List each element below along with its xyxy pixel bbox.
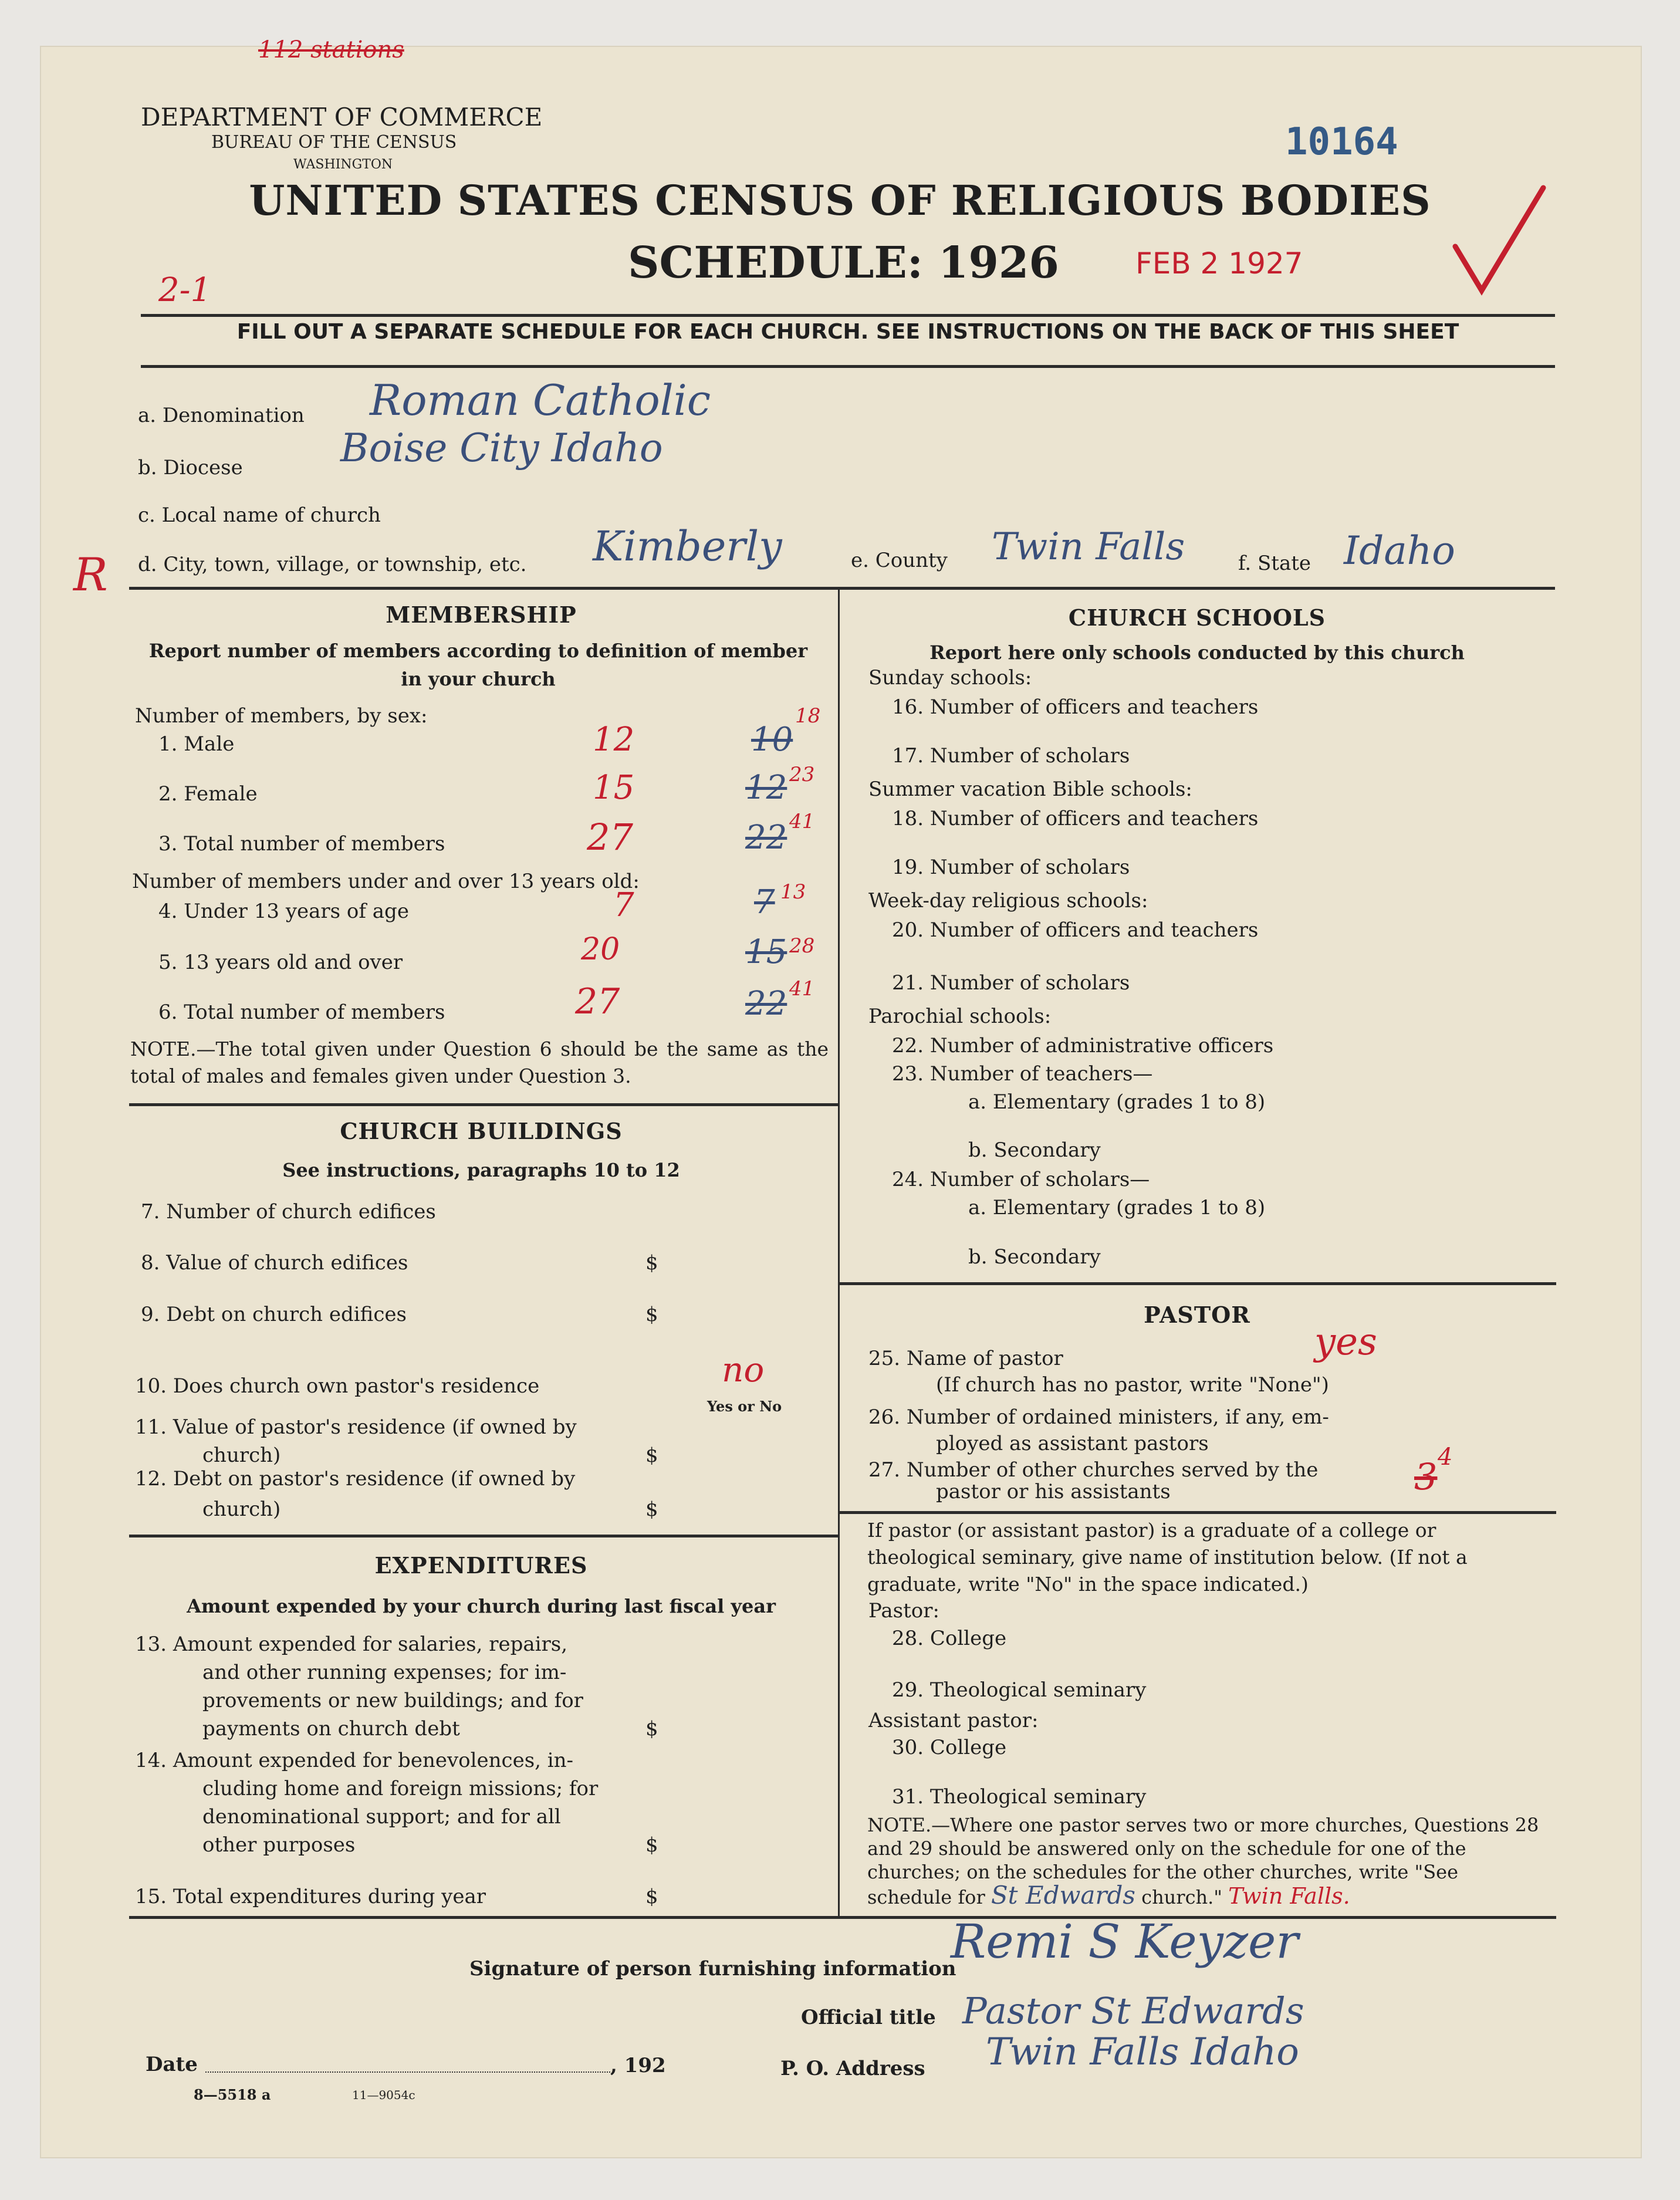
column-divider [838,587,840,1916]
benevolences-label-2: cluding home and foreign missions; for [202,1777,599,1800]
dollar-sign: $ [645,1498,658,1521]
see-schedule-red: Twin Falls. [1228,1883,1350,1909]
received-date-stamp: FEB 2 1927 [1135,246,1303,281]
checkmark-icon [1449,182,1549,299]
divider [839,1282,1556,1285]
running-expenses-label-2: and other running expenses; for im- [202,1661,567,1684]
city-town-value[interactable]: Kimberly [593,522,782,570]
r-mark: R [73,549,108,601]
over-13-original: 15 [745,933,787,971]
scholars-elementary-label: a. Elementary (grades 1 to 8) [968,1196,1266,1219]
denomination-label: a. Denomination [138,404,305,427]
residence-value-label: 11. Value of pastor's residence (if owned by [135,1415,577,1439]
department-label: DEPARTMENT OF COMMERCE [141,103,543,131]
form-number: 8—5518 a [194,2086,271,2103]
pastor-subheading: Pastor: [868,1599,939,1623]
parochial-scholars-label: 24. Number of scholars— [892,1168,1150,1191]
edifices-value-label: 8. Value of church edifices [141,1251,408,1275]
female-label: 2. Female [158,782,258,806]
residence-value-label-2: church) [202,1444,281,1467]
over-13-label: 5. 13 years old and over [158,951,403,974]
under-13-correction: 13 [780,880,806,904]
pastor-college-label: 28. College [892,1627,1007,1650]
under-13-original: 7 [754,883,775,921]
state-value[interactable]: Idaho [1344,528,1455,573]
city-label: WASHINGTON [293,157,393,172]
signature-value[interactable]: Remi S Keyzer [951,1914,1299,1969]
total-members-original: 22 [745,819,787,857]
form-title: UNITED STATES CENSUS OF RELIGIOUS BODIES [249,176,1431,225]
po-address-value[interactable]: Twin Falls Idaho [986,2030,1299,2074]
weekday-officers-label: 20. Number of officers and teachers [892,918,1259,942]
other-churches-label-2: pastor or his assistants [936,1480,1171,1503]
weekday-scholars-label: 21. Number of scholars [892,971,1130,995]
form-subtitle: SCHEDULE: 1926 [628,238,1059,288]
running-expenses-label-3: provements or new buildings; and for [202,1689,583,1712]
denomination-value[interactable]: Roman Catholic [370,376,711,425]
local-name-label: c. Local name of church [138,503,381,527]
total-age-correction: 41 [789,977,815,1001]
state-label: f. State [1238,552,1311,575]
pastor-name-value[interactable]: yes [1314,1320,1377,1364]
total-members-correction: 41 [789,810,815,833]
by-sex-label: Number of members, by sex: [135,704,428,728]
see-schedule-value[interactable]: St Edwards [991,1881,1135,1910]
male-correction: 18 [795,704,821,728]
vacation-scholars-label: 19. Number of scholars [892,856,1130,879]
male-value[interactable]: 12 [593,721,635,759]
assistant-seminary-label: 31. Theological seminary [892,1785,1147,1809]
male-label: 1. Male [158,732,235,756]
male-original: 10 [751,721,793,759]
over-13-value[interactable]: 20 [581,932,620,967]
assistant-pastors-label-2: ployed as assistant pastors [936,1432,1209,1455]
margin-mark: 2-1 [158,271,212,309]
total-age-original: 22 [745,985,787,1023]
buildings-heading: CHURCH BUILDINGS [340,1118,623,1144]
teachers-secondary-label: b. Secondary [968,1138,1101,1162]
edifices-count-label: 7. Number of church edifices [141,1200,436,1224]
under-13-value[interactable]: 7 [613,886,634,924]
sunday-scholars-label: 17. Number of scholars [892,744,1130,768]
serial-number: 10164 [1285,120,1398,164]
assistant-subheading: Assistant pastor: [868,1709,1039,1732]
vacation-schools-label: Summer vacation Bible schools: [868,778,1192,801]
over-13-correction: 28 [789,934,815,958]
under-13-label: 4. Under 13 years of age [158,900,409,923]
sunday-officers-label: 16. Number of officers and teachers [892,695,1259,719]
parochial-schools-label: Parochial schools: [868,1005,1052,1028]
other-churches-correction: 4 [1438,1444,1453,1471]
county-label: e. County [851,549,948,572]
female-correction: 23 [789,763,815,786]
total-age-value[interactable]: 27 [575,981,620,1022]
city-town-label: d. City, town, village, or township, etc. [138,553,527,576]
dollar-sign: $ [645,1444,658,1467]
scholars-secondary-label: b. Secondary [968,1245,1101,1269]
print-number: 11—9054c [352,2088,415,2102]
instruction-line: FILL OUT A SEPARATE SCHEDULE FOR EACH CHURCH. SEE INSTRUCTIONS ON THE BACK OF THIS SHEET [236,320,1459,344]
date-field[interactable] [205,2054,610,2073]
female-value[interactable]: 15 [593,769,635,807]
date-label: Date [146,2053,198,2076]
divider [141,314,1555,317]
benevolences-label-3: denominational support; and for all [202,1805,561,1829]
schools-intro: Report here only schools conducted by this church [929,641,1465,664]
dollar-sign: $ [645,1885,658,1908]
by-age-label: Number of members under and over 13 years old: [132,870,640,893]
struck-annotation: 112 stations [258,36,404,63]
membership-note: NOTE.—The total given under Question 6 should be the same as the total of males and females given under Question 3. [130,1038,829,1087]
pastor-note-text: NOTE.—Where one pastor serves two or more churches, Questions 28 and 29 should be answered only on the schedule for one of the churches; on the schedules for the other churches, write "See schedule for [867,1814,1539,1908]
divider [141,365,1555,368]
total-members-label: 3. Total number of members [158,832,445,856]
pastor-heading: PASTOR [1144,1302,1250,1328]
other-churches-value[interactable]: 3 [1414,1455,1438,1498]
parochial-admin-label: 22. Number of administrative officers [892,1034,1274,1057]
teachers-elementary-label: a. Elementary (grades 1 to 8) [968,1090,1266,1114]
pastor-seminary-label: 29. Theological seminary [892,1678,1147,1702]
dollar-sign: $ [645,1303,658,1326]
pastor-note [867,1813,1548,1909]
date-year: , 192 [610,2054,666,2077]
sunday-schools-label: Sunday schools: [868,666,1032,690]
divider [129,1535,838,1537]
residence-owned-label: 10. Does church own pastor's residence [135,1374,540,1398]
running-expenses-label-4: payments on church debt [202,1717,460,1741]
residence-debt-label: 12. Debt on pastor's residence (if owned by [135,1467,576,1491]
graduate-note: If pastor (or assistant pastor) is a graduate of a college or theological seminary, give name of institution below. (If not a graduate, write "No" in the space indicated.) [867,1519,1468,1596]
dollar-sign: $ [645,1833,658,1857]
benevolences-label: 14. Amount expended for benevolences, in- [135,1749,574,1772]
female-original: 12 [745,769,787,807]
expenditures-sub: Amount expended by your church during last fiscal year [187,1595,776,1617]
running-expenses-label: 13. Amount expended for salaries, repairs, [135,1633,568,1656]
residence-debt-label-2: church) [202,1498,281,1521]
parochial-teachers-label: 23. Number of teachers— [892,1062,1153,1086]
residence-owned-value[interactable]: no [722,1350,765,1390]
total-expenditures-label: 15. Total expenditures during year [135,1885,486,1908]
edifices-debt-label: 9. Debt on church edifices [141,1303,407,1326]
signature-label: Signature of person furnishing information [469,1957,956,1981]
county-value[interactable]: Twin Falls [992,525,1185,569]
official-title-value[interactable]: Pastor St Edwards [962,1989,1304,2032]
membership-intro: Report number of members according to definition of member in your church [148,640,808,690]
bureau-label: BUREAU OF THE CENSUS [211,132,457,153]
yes-no-hint: Yes or No [707,1398,782,1415]
buildings-sub: See instructions, paragraphs 10 to 12 [282,1159,680,1181]
divider [839,1511,1556,1514]
other-churches-label: 27. Number of other churches served by the [868,1458,1319,1482]
assistant-college-label: 30. College [892,1736,1007,1759]
assistant-pastors-label: 26. Number of ordained ministers, if any, em- [868,1405,1329,1429]
pastor-name-hint: (If church has no pastor, write "None") [936,1373,1329,1397]
benevolences-label-4: other purposes [202,1833,356,1857]
official-title-label: Official title [801,2006,936,2029]
divider [129,1916,1556,1919]
dollar-sign: $ [645,1717,658,1741]
pastor-name-label: 25. Name of pastor [868,1347,1063,1370]
total-age-label: 6. Total number of members [158,1001,445,1024]
pastor-note-end: church." [1141,1886,1222,1908]
diocese-value[interactable]: Boise City Idaho [340,425,663,471]
po-address-label: P. O. Address [780,2057,925,2080]
diocese-label: b. Diocese [138,456,243,479]
total-members-value[interactable]: 27 [587,816,633,859]
vacation-officers-label: 18. Number of officers and teachers [892,807,1259,830]
expenditures-heading: EXPENDITURES [374,1552,588,1579]
membership-heading: MEMBERSHIP [386,601,577,628]
weekday-schools-label: Week-day religious schools: [868,889,1148,913]
dollar-sign: $ [645,1251,658,1275]
divider [129,1103,838,1106]
divider [129,587,1555,590]
schools-heading: CHURCH SCHOOLS [1068,604,1326,631]
